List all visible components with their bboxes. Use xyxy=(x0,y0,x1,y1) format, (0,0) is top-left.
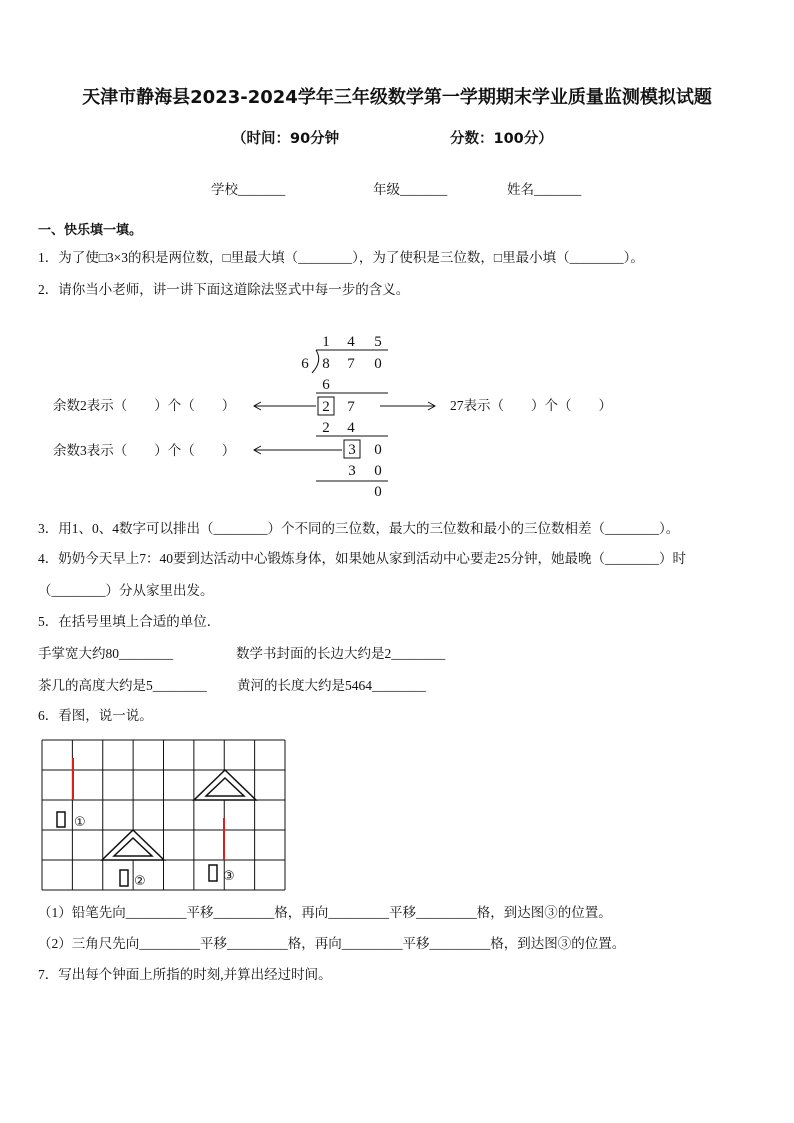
page-title: 天津市静海县2023-2024学年三年级数学第一学期期末学业质量监测模拟试题 xyxy=(82,87,712,108)
section-heading: 一、快乐填一填。 xyxy=(38,223,143,238)
unit-item: 黄河的长度大约是5464________ xyxy=(237,678,426,693)
figure-label-1: ① xyxy=(74,815,86,830)
label-27: 27表示（ ）个（ ） xyxy=(450,398,612,413)
marker-box-3 xyxy=(209,865,217,881)
quotient-digit: 5 xyxy=(374,334,382,350)
question-7: 7．写出每个钟面上所指的时刻,并算出经过时间。 xyxy=(38,967,332,982)
question-5: 5．在括号里填上合适的单位． xyxy=(38,614,221,629)
unit-item: 手掌宽大约80________ xyxy=(38,646,173,661)
step-digit: 0 xyxy=(374,484,382,500)
unit-item: 茶几的高度大约是5________ xyxy=(38,678,207,693)
marker-box-2 xyxy=(120,870,128,886)
question-6: 6．看图，说一说。 xyxy=(38,708,153,723)
question-4-line-2: （________）分从家里出发。 xyxy=(38,583,214,598)
exam-score: 分数：100分） xyxy=(450,131,553,147)
exam-time: （时间：90分钟 xyxy=(232,131,340,147)
step-digit: 6 xyxy=(322,377,330,393)
division-bracket xyxy=(312,350,319,373)
figure-label-2: ② xyxy=(134,874,146,889)
unit-item: 数学书封面的长边大约是2________ xyxy=(236,646,446,661)
translation-grid-figure xyxy=(0,730,300,900)
step-digit: 2 xyxy=(322,420,330,436)
question-1: 1．为了使□3×3的积是两位数，□里最大填（________），为了使积是三位数，□里最小填（________）。 xyxy=(38,250,644,265)
school-field: 学校_______ xyxy=(211,182,286,197)
question-4-line-1: 4．奶奶今天早上7：40要到达活动中心锻炼身体，如果她从家到活动中心要走25分钟，她最晚（________）时 xyxy=(38,551,686,566)
step-digit: 4 xyxy=(347,420,355,436)
quotient-digit: 1 xyxy=(322,334,330,350)
dividend-digit: 8 xyxy=(322,356,330,372)
dividend-digit: 0 xyxy=(374,356,382,372)
step-digit: 0 xyxy=(374,463,382,479)
question-6-part-2: （2）三角尺先向_________平移_________格，再向_________平移_________格，到达图③的位置。 xyxy=(38,936,626,951)
name-field: 姓名_______ xyxy=(507,182,582,197)
grade-field: 年级_______ xyxy=(373,182,448,197)
divisor-digit: 6 xyxy=(301,356,309,372)
label-remainder-2: 余数2表示（ ）个（ ） xyxy=(53,398,236,413)
step-digit: 2 xyxy=(322,399,330,415)
step-digit: 0 xyxy=(374,442,382,458)
question-3: 3．用1、0、4数字可以排出（________）个不同的三位数，最大的三位数和最小的三位数相差（________）。 xyxy=(38,521,680,536)
label-remainder-3: 余数3表示（ ）个（ ） xyxy=(53,443,236,458)
step-digit: 3 xyxy=(348,442,356,458)
figure-label-3: ③ xyxy=(223,869,235,884)
long-division-diagram xyxy=(0,320,794,505)
step-digit: 3 xyxy=(348,463,356,479)
question-2: 2．请你当小老师，讲一讲下面这道除法竖式中每一步的含义。 xyxy=(38,282,410,297)
quotient-digit: 4 xyxy=(347,334,355,350)
dividend-digit: 7 xyxy=(347,356,355,372)
question-6-part-1: （1）铅笔先向_________平移_________格，再向_________平移_________格，到达图③的位置。 xyxy=(38,905,612,920)
step-digit: 7 xyxy=(347,399,355,415)
marker-box-1 xyxy=(57,812,65,827)
